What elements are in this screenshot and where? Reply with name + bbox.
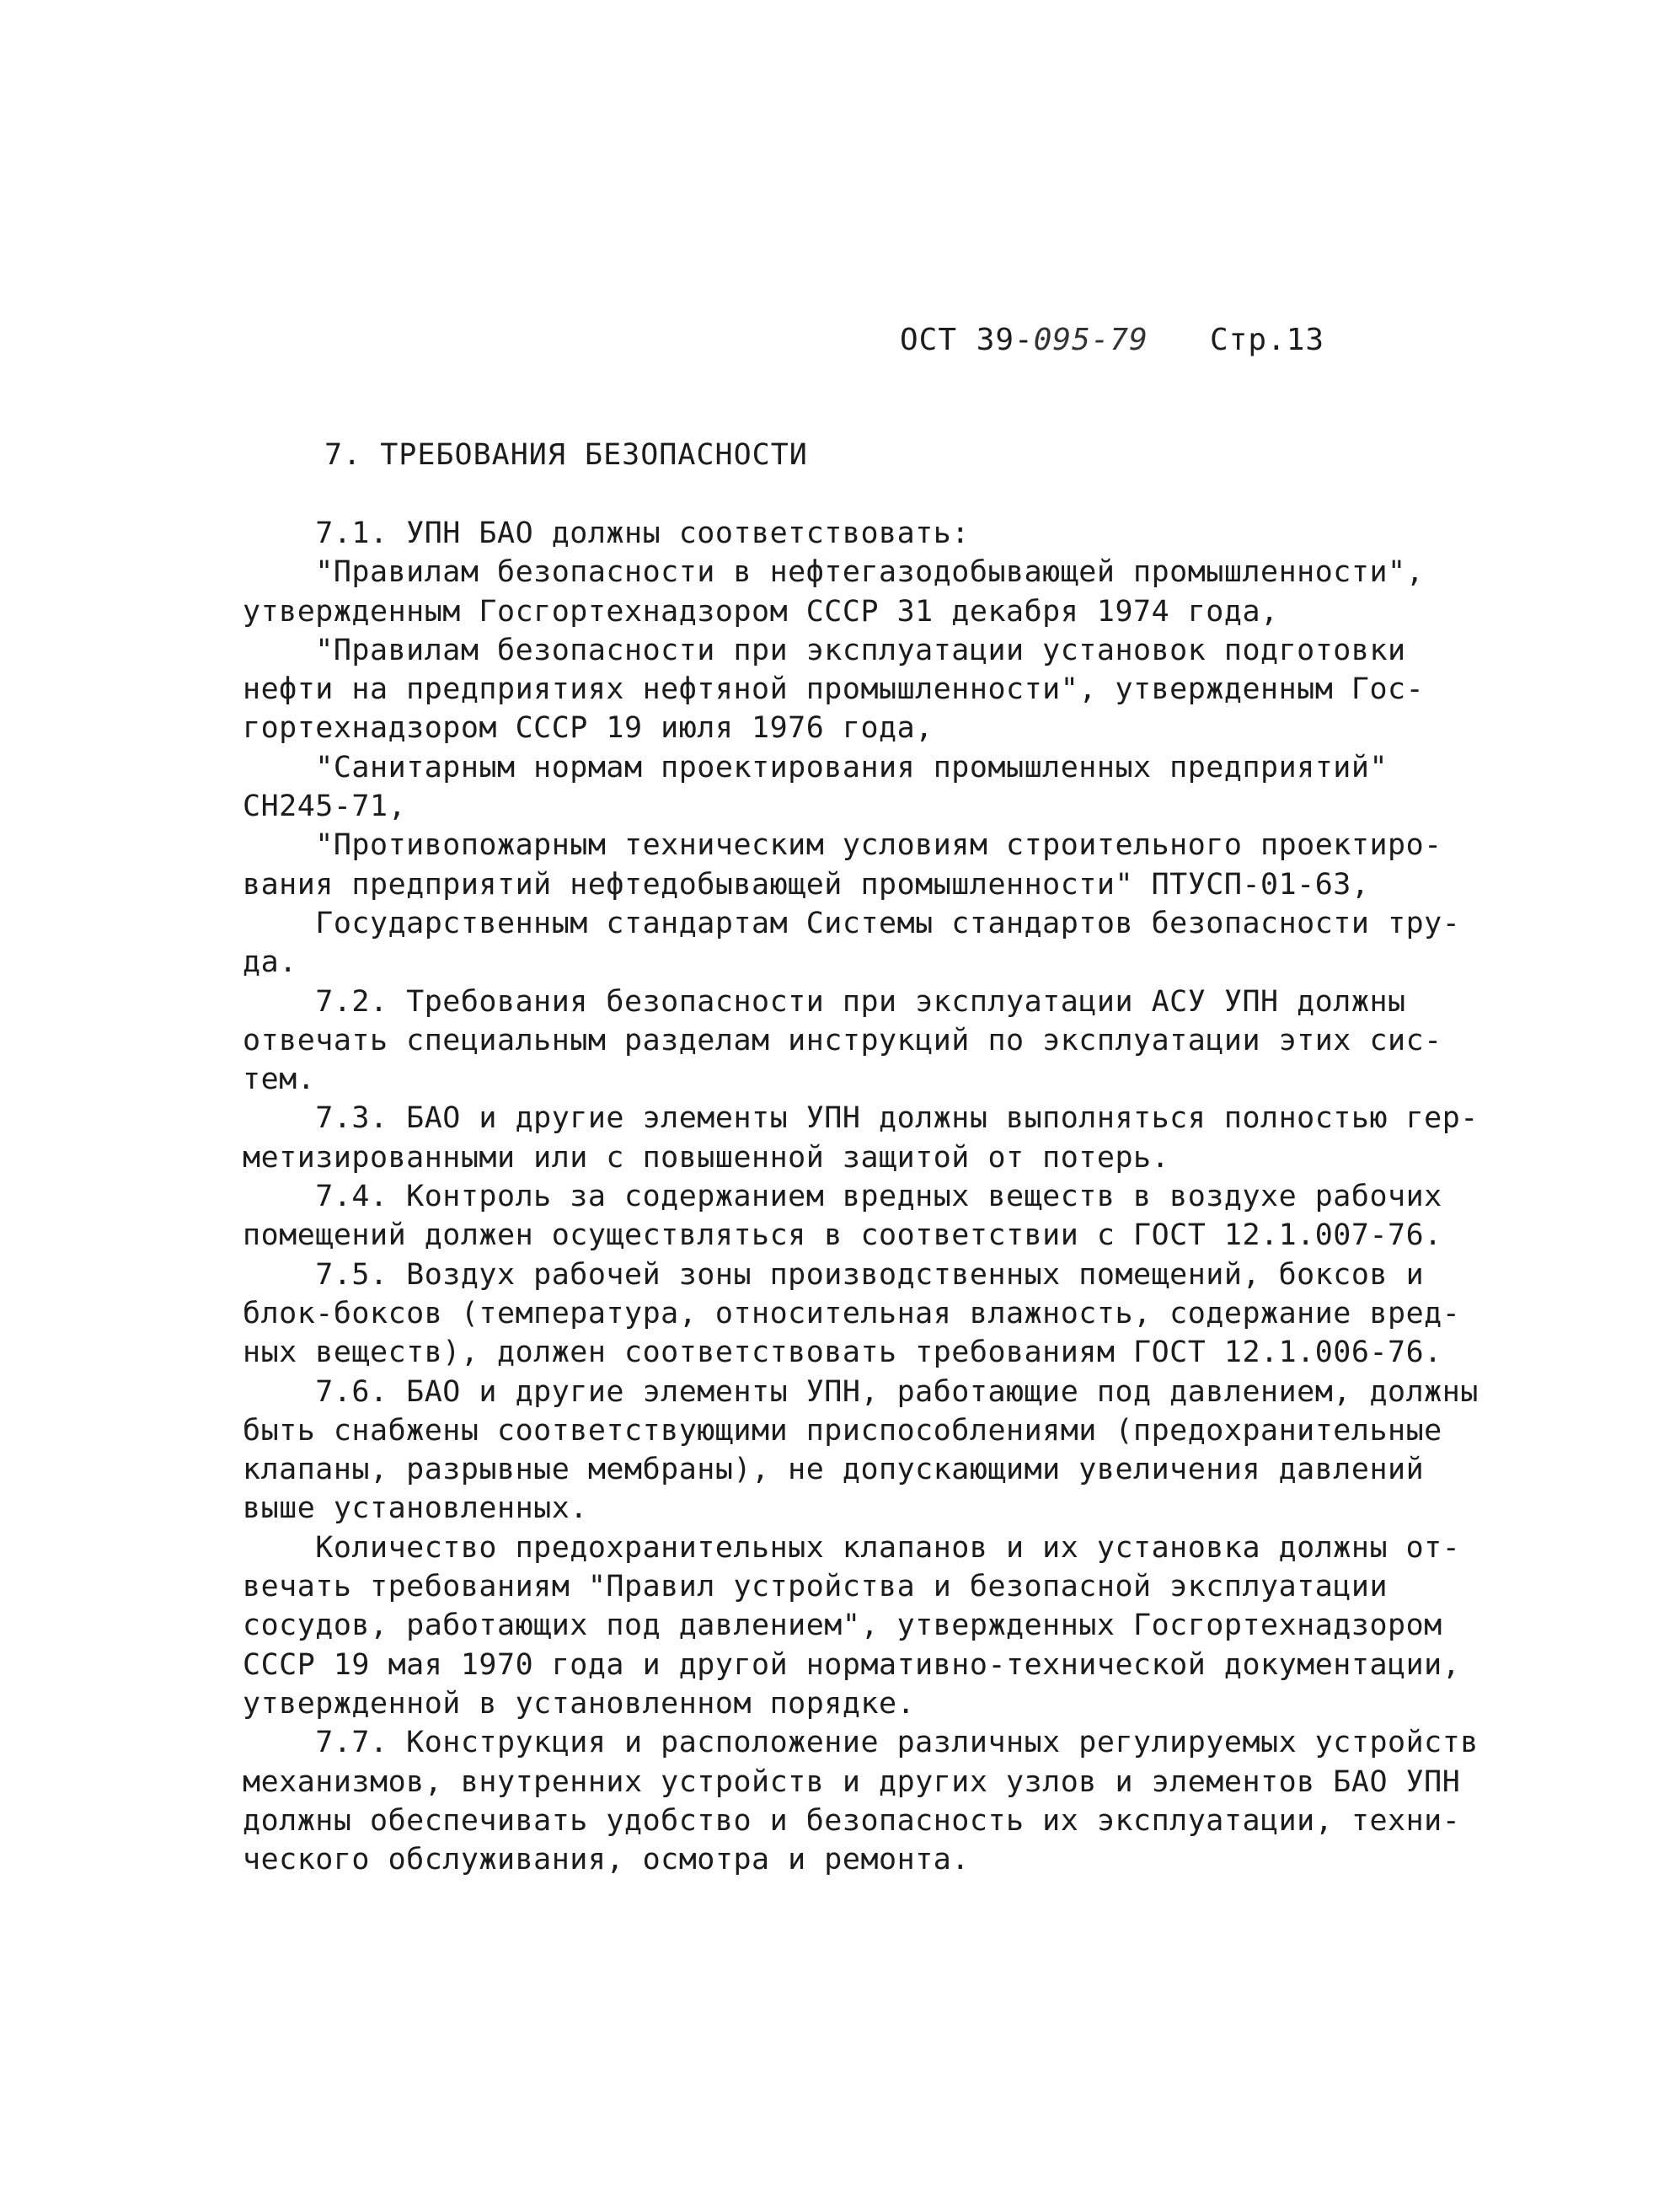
text-line: 7.1. УПН БАО должны соответствовать: — [243, 517, 970, 550]
text-line: 7.5. Воздух рабочей зоны производственных помещений, боксов и — [243, 1257, 1425, 1292]
text-line: должны обеспечивать удобство и безопасность их эксплуатации, техни- — [243, 1803, 1461, 1838]
text-line: ных веществ), должен соответствовать требованиям ГОСТ 12.1.006-76. — [243, 1336, 1442, 1370]
text-line: утвержденным Госгортехнадзором СССР 31 декабря 1974 года, — [243, 594, 1279, 629]
text-line: сосудов, работающих под давлением", утвержденных Госгортехнадзором — [243, 1609, 1442, 1643]
page-header — [900, 323, 1325, 365]
text-line: быть снабжены соответствующими приспособлениями (предохранительные — [243, 1413, 1442, 1448]
text-line: гортехнадзором СССР 19 июля 1976 года, — [243, 711, 934, 746]
text-line: 7.2. Требования безопасности при эксплуатации АСУ УПН должны — [243, 984, 1406, 1019]
standard-number: 095-79 — [1033, 323, 1148, 357]
text-line: механизмов, внутренних устройств и других узлов и элементов БАО УПН — [243, 1764, 1461, 1799]
text-line: 7.7. Конструкция и расположение различных регулируемых устройств — [243, 1726, 1479, 1760]
text-line: отвечать специальным разделам инструкций по эксплуатации этих сис- — [243, 1023, 1442, 1057]
text-line: "Правилам безопасности при эксплуатации установок подготовки — [243, 633, 1406, 667]
text-line: "Противопожарным техническим условиям строительного проектиро- — [243, 828, 1442, 863]
text-line: вечать требованиям "Правил устройства и безопасной эксплуатации — [243, 1570, 1388, 1604]
text-line: ческого обслуживания, осмотра и ремонта. — [243, 1843, 970, 1877]
text-line: СН245-71, — [243, 790, 407, 824]
page-number: Стр.13 — [1210, 323, 1325, 357]
text-line: тем. — [243, 1063, 316, 1097]
text-line: "Правилам безопасности в нефтегазодобывающей промышленности", — [243, 555, 1425, 590]
text-line: 7.6. БАО и другие элементы УПН, работающие под давлением, должны — [243, 1374, 1479, 1409]
text-line: 7.3. БАО и другие элементы УПН должны выполняться полностью гер- — [243, 1101, 1479, 1136]
standard-prefix: ОСТ 39- — [900, 323, 1034, 357]
text-line: 7.4. Контроль за содержанием вредных веществ в воздухе рабочих — [243, 1180, 1442, 1214]
text-line: блок-боксов (температура, относительная влажность, содержание вред- — [243, 1296, 1461, 1330]
text-line: Государственным стандартам Системы стандартов безопасности тру- — [243, 906, 1461, 940]
text-line: помещений должен осуществляться в соответствии с ГОСТ 12.1.007-76. — [243, 1218, 1442, 1253]
text-line: выше установленных. — [243, 1491, 588, 1526]
text-line: СССР 19 мая 1970 года и другой нормативно-технической документации, — [243, 1647, 1461, 1682]
text-line: да. — [243, 945, 297, 980]
body-text — [243, 514, 1479, 1879]
text-line: метизированными или с повышенной защитой от потерь. — [243, 1140, 1170, 1175]
text-line: клапаны, разрывные мембраны), не допускающими увеличения давлений — [243, 1453, 1425, 1487]
standard-designation — [900, 323, 1148, 357]
text-line: утвержденной в установленном порядке. — [243, 1686, 916, 1721]
text-line: вания предприятий нефтедобывающей промышленности" ПТУСП-01-63, — [243, 867, 1370, 902]
section-title: 7. ТРЕБОВАНИЯ БЕЗОПАСНОСТИ — [324, 438, 808, 472]
text-line: нефти на предприятиях нефтяной промышленности", утвержденным Гос- — [243, 672, 1425, 707]
text-line: "Санитарным нормам проектирования промышленных предприятий" — [243, 750, 1388, 784]
text-line: Количество предохранительных клапанов и их установка должны от- — [243, 1530, 1461, 1565]
